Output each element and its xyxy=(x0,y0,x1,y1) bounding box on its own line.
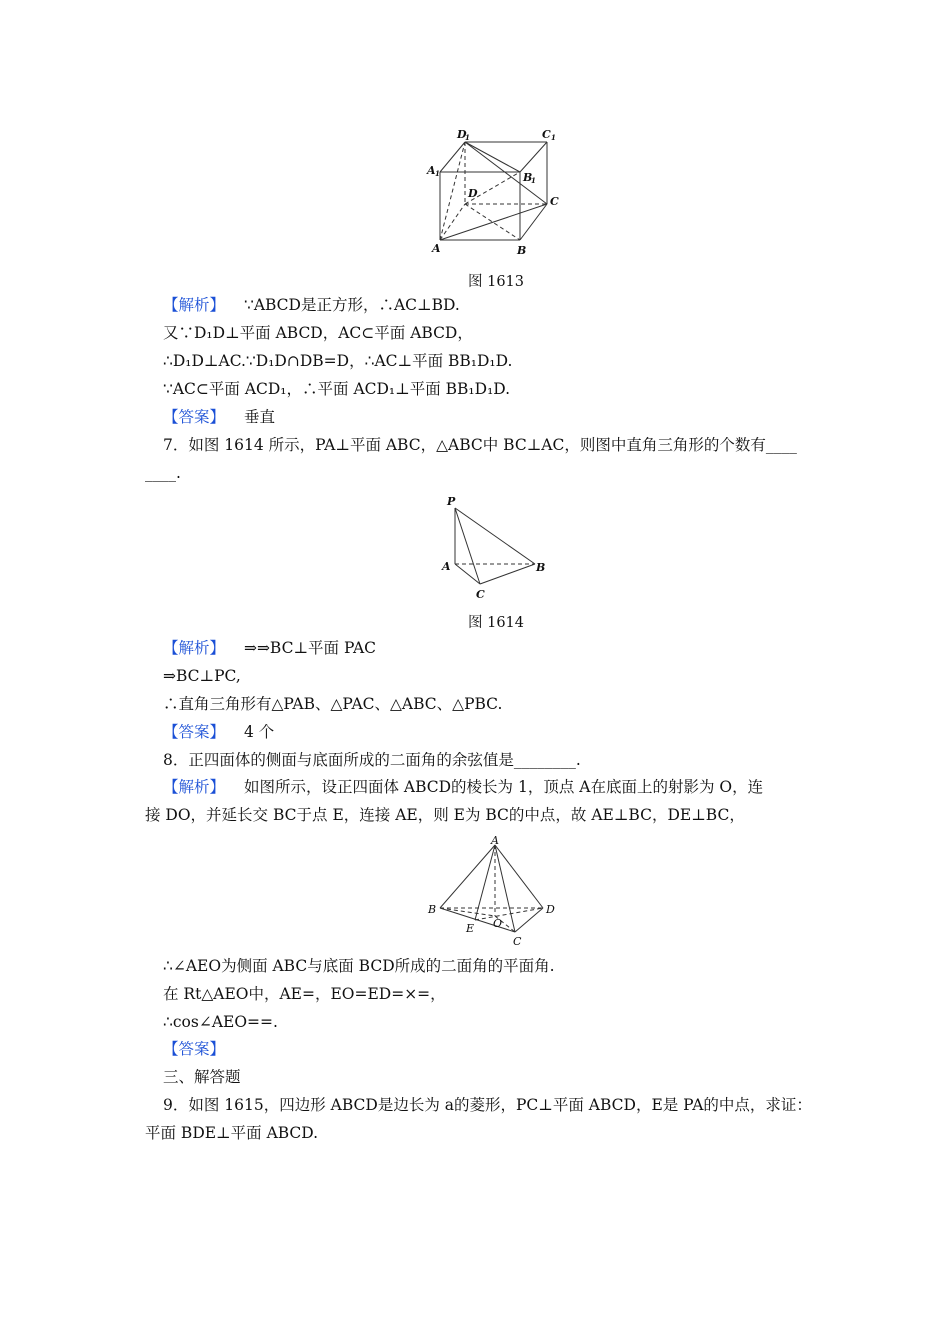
q8-analysis-4: 在 Rt△AEO中，AE=，EO=ED=×=， xyxy=(163,985,446,1003)
svg-text:1: 1 xyxy=(465,133,470,142)
q7-answer: 4 个 xyxy=(243,723,275,741)
label-C: C xyxy=(513,935,522,948)
label-E: E xyxy=(466,922,475,935)
analysis-tag: 【解析】 xyxy=(163,639,226,657)
label-D: D xyxy=(546,903,555,916)
figure-caption-1613: 图 1613 xyxy=(468,274,525,290)
figure-caption-1614: 图 1614 xyxy=(468,615,525,631)
q7-line-2: ____. xyxy=(145,464,181,482)
label-A: A xyxy=(442,560,451,573)
q9-line-1: 9．如图 1615，四边形 ABCD是边长为 a的菱形，PC⊥平面 ABCD，E是 PA的中点，求证： xyxy=(163,1096,812,1114)
svg-text:1: 1 xyxy=(531,176,536,185)
answer-tag: 【答案】 xyxy=(163,723,226,741)
label-A: A xyxy=(432,242,441,255)
label-B1: B xyxy=(523,171,533,184)
label-P: P xyxy=(447,495,456,508)
label-B: B xyxy=(536,561,546,574)
label-D: D xyxy=(468,187,478,200)
analysis-line-3: ∴D₁D⊥AC.∵D₁D∩DB=D，∴AC⊥平面 BB₁D₁D. xyxy=(163,352,513,370)
svg-text:1: 1 xyxy=(551,133,556,142)
q8-analysis-1: 如图所示，设正四面体 ABCD的棱长为 1，顶点 A在底面上的射影为 O，连 xyxy=(243,778,764,796)
label-C: C xyxy=(550,195,559,208)
label-B: B xyxy=(517,244,527,257)
q8-analysis-2: 接 DO，并延长交 BC于点 E，连接 AE，则 E为 BC的中点，故 AE⊥BC，DE⊥BC， xyxy=(145,806,745,824)
label-C1: C xyxy=(542,128,551,141)
tetrahedron-figure xyxy=(425,835,560,950)
answer-tag: 【答案】 xyxy=(163,408,226,426)
q7-analysis-2: ⇒BC⊥PC, xyxy=(163,667,241,685)
svg-text:1: 1 xyxy=(435,169,440,178)
q8-analysis-5: ∴cos∠AEO==. xyxy=(163,1013,278,1031)
q8-line-1: 8．正四面体的侧面与底面所成的二面角的余弦值是________. xyxy=(163,751,581,769)
analysis-tag: 【解析】 xyxy=(163,778,226,796)
answer-text: 垂直 xyxy=(243,408,275,426)
analysis-line-4: ∵AC⊂平面 ACD₁，∴平面 ACD₁⊥平面 BB₁D₁D. xyxy=(163,380,511,398)
analysis-line-1: ∵ABCD是正方形，∴AC⊥BD. xyxy=(243,296,460,314)
label-C: C xyxy=(476,588,485,601)
pyramid-figure-1614 xyxy=(438,490,550,602)
cube-figure xyxy=(420,122,570,262)
q9-line-2: 平面 BDE⊥平面 ABCD. xyxy=(145,1124,319,1142)
label-D1: D xyxy=(457,128,467,141)
analysis-line-2: 又∵D₁D⊥平面 ABCD，AC⊂平面 ABCD， xyxy=(163,324,473,342)
q7-analysis-1: ⇒⇒BC⊥平面 PAC xyxy=(243,639,377,657)
q7-line-1: 7．如图 1614 所示，PA⊥平面 ABC，△ABC中 BC⊥AC，则图中直角三角形的个数有____ xyxy=(163,436,797,454)
label-A: A xyxy=(491,835,499,847)
answer-tag: 【答案】 xyxy=(163,1040,226,1058)
label-B: B xyxy=(428,903,437,916)
label-O: O xyxy=(493,917,503,930)
label-A1: A xyxy=(427,164,436,177)
analysis-tag: 【解析】 xyxy=(163,296,226,314)
section-title: 三、解答题 xyxy=(163,1068,241,1086)
q7-analysis-3: ∴直角三角形有△PAB、△PAC、△ABC、△PBC. xyxy=(163,695,503,713)
q8-analysis-3: ∴∠AEO为侧面 ABC与底面 BCD所成的二面角的平面角. xyxy=(163,957,555,975)
